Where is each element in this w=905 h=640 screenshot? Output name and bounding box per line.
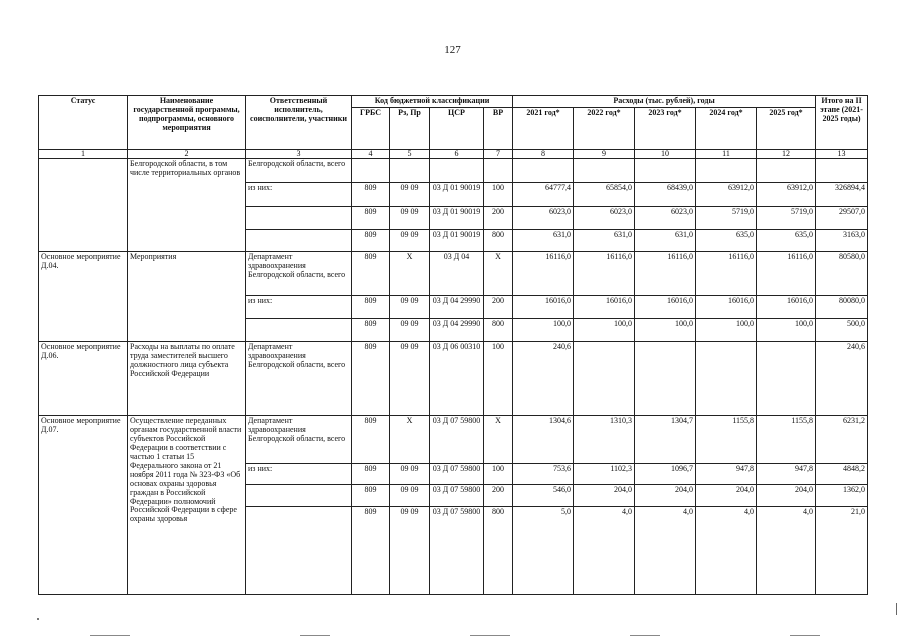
value-2021: 6023,0 <box>513 206 574 229</box>
column-number: 4 <box>352 149 390 158</box>
value-2021: 240,6 <box>513 341 574 415</box>
column-number: 9 <box>574 149 635 158</box>
column-number: 1 <box>39 149 128 158</box>
vr-cell: 100 <box>484 341 513 415</box>
value-2025: 4,0 <box>757 506 816 594</box>
scan-edge-mark <box>896 603 903 615</box>
value-2022: 204,0 <box>574 484 635 506</box>
csr-cell: 03 Д 07 59800 <box>430 484 484 506</box>
value-2024 <box>696 158 757 182</box>
value-total: 4848,2 <box>816 463 868 484</box>
value-2023: 1304,7 <box>635 415 696 463</box>
responsible-cell: из них: <box>246 295 352 318</box>
vr-cell: 200 <box>484 295 513 318</box>
value-2022: 631,0 <box>574 229 635 251</box>
value-2022: 1310,3 <box>574 415 635 463</box>
grbs-cell: 809 <box>352 206 390 229</box>
grbs-cell <box>352 158 390 182</box>
table-row <box>39 341 868 415</box>
column-number: 2 <box>128 149 246 158</box>
rzpr-cell: Х <box>390 415 430 463</box>
responsible-cell: Департамент здравоохранения Белгородской области, всего <box>246 415 352 463</box>
responsible-cell: Департамент здравоохранения Белгородской области, всего <box>246 341 352 415</box>
rzpr-cell: 09 09 <box>390 206 430 229</box>
grbs-cell: 809 <box>352 295 390 318</box>
vr-cell: 200 <box>484 484 513 506</box>
value-total: 500,0 <box>816 318 868 341</box>
table-row <box>39 415 868 463</box>
csr-cell: 03 Д 04 29990 <box>430 318 484 341</box>
value-2021: 5,0 <box>513 506 574 594</box>
vr-cell: 800 <box>484 506 513 594</box>
value-2021: 16116,0 <box>513 251 574 295</box>
value-2023: 16116,0 <box>635 251 696 295</box>
value-2023: 6023,0 <box>635 206 696 229</box>
value-2025: 204,0 <box>757 484 816 506</box>
value-2021: 1304,6 <box>513 415 574 463</box>
header-name: Наименование государственной программы, подпрограммы, основного мероприятия <box>128 96 246 150</box>
value-2022: 100,0 <box>574 318 635 341</box>
rzpr-cell: 09 09 <box>390 182 430 206</box>
rzpr-cell: 09 09 <box>390 463 430 484</box>
csr-cell: 03 Д 07 59800 <box>430 463 484 484</box>
value-2023: 204,0 <box>635 484 696 506</box>
value-2024: 16016,0 <box>696 295 757 318</box>
responsible-cell <box>246 318 352 341</box>
responsible-cell: из них: <box>246 463 352 484</box>
column-number: 7 <box>484 149 513 158</box>
value-2024: 63912,0 <box>696 182 757 206</box>
column-number: 13 <box>816 149 868 158</box>
value-total: 240,6 <box>816 341 868 415</box>
value-2022: 4,0 <box>574 506 635 594</box>
value-2023: 68439,0 <box>635 182 696 206</box>
responsible-cell: из них: <box>246 182 352 206</box>
value-2025: 16016,0 <box>757 295 816 318</box>
grbs-cell: 809 <box>352 463 390 484</box>
value-2025: 63912,0 <box>757 182 816 206</box>
value-2025: 635,0 <box>757 229 816 251</box>
grbs-cell: 809 <box>352 251 390 295</box>
csr-cell: 03 Д 01 90019 <box>430 182 484 206</box>
value-total: 21,0 <box>816 506 868 594</box>
column-number-row <box>39 149 868 158</box>
value-2025: 1155,8 <box>757 415 816 463</box>
value-2025: 947,8 <box>757 463 816 484</box>
value-total: 6231,2 <box>816 415 868 463</box>
header-budget-code: Код бюджетной классификации <box>352 96 513 108</box>
value-total: 1362,0 <box>816 484 868 506</box>
value-total: 3163,0 <box>816 229 868 251</box>
value-2024: 947,8 <box>696 463 757 484</box>
csr-cell: 03 Д 04 <box>430 251 484 295</box>
vr-cell: 200 <box>484 206 513 229</box>
value-2022: 6023,0 <box>574 206 635 229</box>
value-2023: 16016,0 <box>635 295 696 318</box>
value-2022 <box>574 158 635 182</box>
vr-cell <box>484 158 513 182</box>
value-2024 <box>696 341 757 415</box>
value-total: 80580,0 <box>816 251 868 295</box>
value-total: 29507,0 <box>816 206 868 229</box>
grbs-cell: 809 <box>352 182 390 206</box>
grbs-cell: 809 <box>352 415 390 463</box>
rzpr-cell: 09 09 <box>390 341 430 415</box>
header-2021: 2021 год* <box>513 107 574 149</box>
grbs-cell: 809 <box>352 484 390 506</box>
header-csr: ЦСР <box>430 107 484 149</box>
value-2024: 4,0 <box>696 506 757 594</box>
vr-cell: Х <box>484 415 513 463</box>
grbs-cell: 809 <box>352 318 390 341</box>
csr-cell: 03 Д 04 29990 <box>430 295 484 318</box>
value-2022: 1102,3 <box>574 463 635 484</box>
vr-cell: 800 <box>484 229 513 251</box>
csr-cell: 03 Д 07 59800 <box>430 506 484 594</box>
vr-cell: 800 <box>484 318 513 341</box>
status-cell: Основное мероприятие Д.07. <box>39 415 128 594</box>
csr-cell: 03 Д 07 59800 <box>430 415 484 463</box>
rzpr-cell: 09 09 <box>390 295 430 318</box>
column-number: 6 <box>430 149 484 158</box>
header-vr: ВР <box>484 107 513 149</box>
value-2024: 1155,8 <box>696 415 757 463</box>
value-2023: 100,0 <box>635 318 696 341</box>
value-2025: 100,0 <box>757 318 816 341</box>
page-number: 127 <box>444 44 461 56</box>
value-total: 326894,4 <box>816 182 868 206</box>
column-number: 8 <box>513 149 574 158</box>
vr-cell: Х <box>484 251 513 295</box>
value-2022: 65854,0 <box>574 182 635 206</box>
value-2023: 1096,7 <box>635 463 696 484</box>
rzpr-cell <box>390 158 430 182</box>
value-2025 <box>757 341 816 415</box>
column-number: 11 <box>696 149 757 158</box>
csr-cell <box>430 158 484 182</box>
table-row <box>39 251 868 295</box>
name-cell: Мероприятия <box>128 251 246 341</box>
value-2021: 546,0 <box>513 484 574 506</box>
grbs-cell: 809 <box>352 229 390 251</box>
csr-cell: 03 Д 01 90019 <box>430 206 484 229</box>
rzpr-cell: 09 09 <box>390 484 430 506</box>
status-cell: Основное мероприятие Д.04. <box>39 251 128 341</box>
scan-speck <box>37 618 39 620</box>
vr-cell: 100 <box>484 463 513 484</box>
header-2024: 2024 год* <box>696 107 757 149</box>
value-2021 <box>513 158 574 182</box>
value-2022: 16116,0 <box>574 251 635 295</box>
value-2021: 64777,4 <box>513 182 574 206</box>
value-2023 <box>635 341 696 415</box>
value-2025 <box>757 158 816 182</box>
column-number: 10 <box>635 149 696 158</box>
csr-cell: 03 Д 06 00310 <box>430 341 484 415</box>
scan-bottom-marks <box>0 630 905 640</box>
responsible-cell <box>246 206 352 229</box>
value-2024: 100,0 <box>696 318 757 341</box>
header-2025: 2025 год* <box>757 107 816 149</box>
name-cell: Белгородской области, в том числе территориальных органов <box>128 158 246 251</box>
responsible-cell <box>246 229 352 251</box>
value-2023: 631,0 <box>635 229 696 251</box>
header-2023: 2023 год* <box>635 107 696 149</box>
responsible-cell: Департамент здравоохранения Белгородской области, всего <box>246 251 352 295</box>
value-2023 <box>635 158 696 182</box>
value-total <box>816 158 868 182</box>
value-2024: 16116,0 <box>696 251 757 295</box>
status-cell <box>39 158 128 251</box>
rzpr-cell: Х <box>390 251 430 295</box>
value-2021: 631,0 <box>513 229 574 251</box>
column-number: 12 <box>757 149 816 158</box>
grbs-cell: 809 <box>352 341 390 415</box>
rzpr-cell: 09 09 <box>390 506 430 594</box>
value-2024: 635,0 <box>696 229 757 251</box>
header-status: Статус <box>39 96 128 150</box>
value-2021: 16016,0 <box>513 295 574 318</box>
header-2022: 2022 год* <box>574 107 635 149</box>
column-number: 3 <box>246 149 352 158</box>
header-total: Итого на II этапе (2021-2025 годы) <box>816 96 868 150</box>
responsible-cell: Белгородской области, всего <box>246 158 352 182</box>
value-2024: 204,0 <box>696 484 757 506</box>
value-2023: 4,0 <box>635 506 696 594</box>
header-expenses: Расходы (тыс. рублей), годы <box>513 96 816 108</box>
value-2022 <box>574 341 635 415</box>
value-2021: 100,0 <box>513 318 574 341</box>
grbs-cell: 809 <box>352 506 390 594</box>
column-number: 5 <box>390 149 430 158</box>
name-cell: Расходы на выплаты по оплате труда заместителей высшего должностного лица субъекта Российской Федерации <box>128 341 246 415</box>
value-total: 80080,0 <box>816 295 868 318</box>
value-2021: 753,6 <box>513 463 574 484</box>
name-cell: Осуществление переданных органам государственной власти субъектов Российской Федерации в соответствии с частью 1 статьи 15 Федерального закона от 21 ноября 2011 года № 323-ФЗ «Об основах охраны здоровья граждан в Российской Федерации» полномочий Российской Федерации в сфере охраны здоровья <box>128 415 246 594</box>
value-2022: 16016,0 <box>574 295 635 318</box>
value-2025: 5719,0 <box>757 206 816 229</box>
rzpr-cell: 09 09 <box>390 318 430 341</box>
responsible-cell <box>246 506 352 594</box>
budget-table <box>38 95 868 595</box>
csr-cell: 03 Д 01 90019 <box>430 229 484 251</box>
header-grbs: ГРБС <box>352 107 390 149</box>
value-2024: 5719,0 <box>696 206 757 229</box>
status-cell: Основное мероприятие Д.06. <box>39 341 128 415</box>
header-rzpr: Рз, Пр <box>390 107 430 149</box>
header-responsible: Ответственный исполнитель, соисполнители, участники <box>246 96 352 150</box>
table-row <box>39 158 868 182</box>
rzpr-cell: 09 09 <box>390 229 430 251</box>
vr-cell: 100 <box>484 182 513 206</box>
value-2025: 16116,0 <box>757 251 816 295</box>
responsible-cell <box>246 484 352 506</box>
